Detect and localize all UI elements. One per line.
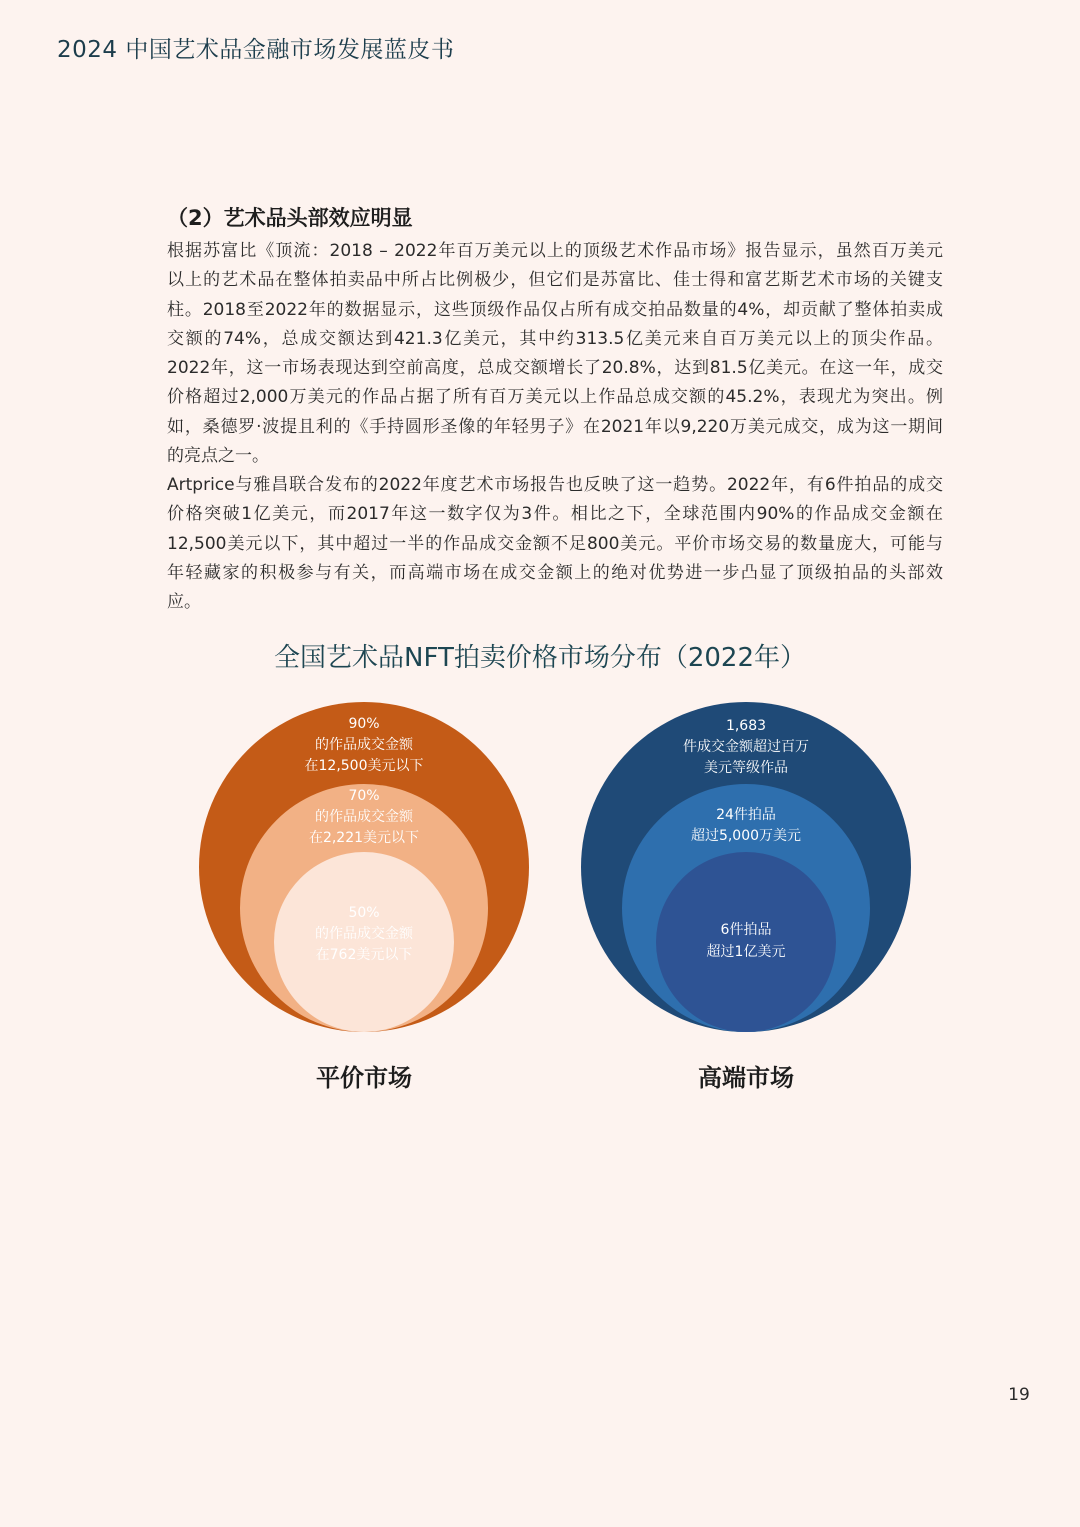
- high-end-market-label: 高端市场: [698, 1064, 794, 1092]
- high-end-outer-line1: 件成交金额超过百万: [683, 739, 809, 755]
- high-end-middle-line1: 24件拍品: [716, 807, 776, 823]
- body-line: 如，桑德罗·波提且利的《手持圆形圣像的年轻男子》在2021年以9,220万美元成交，成为这一期间: [167, 416, 943, 437]
- high-end-market-diagram: [572, 695, 922, 1040]
- affordable-inner-value: 50%: [348, 905, 380, 921]
- high-end-inner-line2: 超过1亿美元: [706, 944, 786, 960]
- body-line: 价格突破1亿美元，而2017年这一数字仅为3件。相比之下，全球范围内90%的作品成交金额在: [167, 504, 943, 525]
- affordable-market-label: 平价市场: [316, 1064, 412, 1092]
- affordable-inner-line1: 的作品成交金额: [315, 926, 413, 942]
- section-heading: （2）艺术品头部效应明显: [167, 206, 413, 230]
- document-header-title: 2024 中国艺术品金融市场发展蓝皮书: [57, 37, 455, 63]
- body-line: 2022年，这一市场表现达到空前高度，总成交额增长了20.8%，达到81.5亿美元。在这一年，成交: [167, 358, 943, 378]
- affordable-outer-value: 90%: [348, 716, 380, 732]
- body-line: 应。: [167, 592, 201, 612]
- figure-title: 全国艺术品NFT拍卖价格市场分布（2022年）: [274, 643, 806, 673]
- affordable-market-diagram: [190, 695, 540, 1040]
- affordable-middle-value: 70%: [348, 788, 380, 804]
- body-line: 的亮点之一。: [167, 445, 269, 466]
- high-end-outer-value: 1,683: [725, 718, 767, 734]
- affordable-inner-line2: 在762美元以下: [315, 947, 413, 963]
- body-text: [167, 237, 943, 617]
- affordable-middle-line2: 在2,221美元以下: [308, 830, 420, 846]
- page-number: 19: [1008, 1385, 1030, 1405]
- high-end-outer-line2: 美元等级作品: [704, 760, 788, 776]
- affordable-outer-line1: 的作品成交金额: [315, 737, 413, 753]
- body-line: 柱。2018至2022年的数据显示，这些顶级作品仅占所有成交拍品数量的4%，却贡献了整体拍卖成: [167, 299, 943, 320]
- body-line: 交额的74%，总成交额达到421.3亿美元，其中约313.5亿美元来自百万美元以上的顶尖作品。: [167, 328, 943, 349]
- affordable-inner-circle: [274, 852, 454, 1032]
- affordable-outer-line2: 在12,500美元以下: [304, 758, 424, 774]
- body-line: 价格超过2,000万美元的作品占据了所有百万美元以上作品总成交额的45.2%，表现尤为突出。例: [167, 387, 943, 408]
- body-line: 根据苏富比《顶流：2018 – 2022年百万美元以上的顶级艺术作品市场》报告显示，虽然百万美元: [167, 241, 943, 261]
- body-line: 以上的艺术品在整体拍卖品中所占比例极少，但它们是苏富比、佳士得和富艺斯艺术市场的关键支: [167, 270, 943, 291]
- high-end-inner-line1: 6件拍品: [720, 922, 772, 938]
- high-end-middle-line2: 超过5,000万美元: [690, 828, 802, 844]
- body-line: 年轻藏家的积极参与有关，而高端市场在成交金额上的绝对优势进一步凸显了顶级拍品的头部效: [167, 562, 943, 583]
- body-line: Artprice与雅昌联合发布的2022年度艺术市场报告也反映了这一趋势。2022年，有6件拍品的成交: [167, 475, 943, 495]
- affordable-middle-line1: 的作品成交金额: [315, 809, 413, 825]
- body-line: 12,500美元以下，其中超过一半的作品成交金额不足800美元。平价市场交易的数量庞大，可能与: [167, 533, 943, 554]
- high-end-inner-circle: [656, 852, 836, 1032]
